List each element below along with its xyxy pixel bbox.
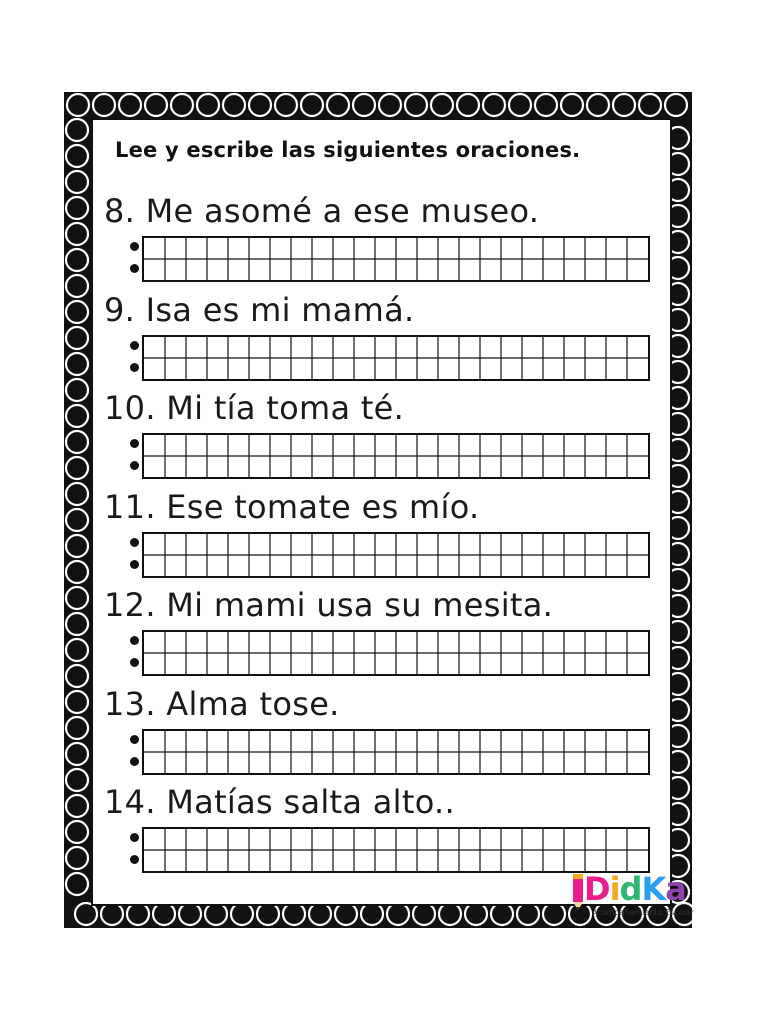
bullet-dot bbox=[130, 341, 139, 350]
sentence-text: 8. Me asomé a ese museo. bbox=[104, 192, 540, 230]
didka-logo bbox=[566, 868, 694, 918]
logo-tagline: Acompañamiento Escolar bbox=[592, 908, 694, 917]
bullet-dot bbox=[130, 735, 139, 744]
logo-letter: D bbox=[584, 870, 610, 908]
sentence-text: 14. Matías salta alto.. bbox=[104, 783, 455, 821]
writing-grid[interactable] bbox=[142, 729, 650, 775]
bullet-dot bbox=[130, 833, 139, 842]
writing-grid[interactable] bbox=[142, 236, 650, 282]
bullet-dot bbox=[130, 461, 139, 470]
writing-grid[interactable] bbox=[142, 532, 650, 578]
writing-grid[interactable] bbox=[142, 827, 650, 873]
bullet-dot bbox=[130, 242, 139, 251]
bullet-dot bbox=[130, 439, 139, 448]
sentence-text: 10. Mi tía toma té. bbox=[104, 389, 405, 427]
writing-grid[interactable] bbox=[142, 433, 650, 479]
instruction-title: Lee y escribe las siguientes oraciones. bbox=[115, 138, 581, 162]
logo-letter: i bbox=[609, 870, 620, 908]
bullet-dot bbox=[130, 538, 139, 547]
sentence-text: 13. Alma tose. bbox=[104, 684, 340, 723]
bullet-dot bbox=[130, 757, 139, 766]
bullet-dot bbox=[130, 560, 139, 569]
logo-letter: K bbox=[641, 870, 666, 908]
bullet-dot bbox=[130, 363, 139, 372]
bullet-dot bbox=[130, 658, 139, 667]
sentence-text: 11. Ese tomate es mío. bbox=[104, 487, 480, 526]
writing-grid[interactable] bbox=[142, 630, 650, 676]
sentence-text: 9. Isa es mi mamá. bbox=[104, 290, 415, 329]
writing-grid[interactable] bbox=[142, 335, 650, 381]
bullet-dot bbox=[130, 636, 139, 645]
sentence-text: 12. Mi mami usa su mesita. bbox=[104, 586, 554, 624]
logo-wordmark bbox=[584, 870, 686, 908]
logo-letter: a bbox=[665, 870, 686, 908]
logo-letter: d bbox=[619, 870, 642, 908]
bullet-dot bbox=[130, 264, 139, 273]
bullet-dot bbox=[130, 855, 139, 864]
